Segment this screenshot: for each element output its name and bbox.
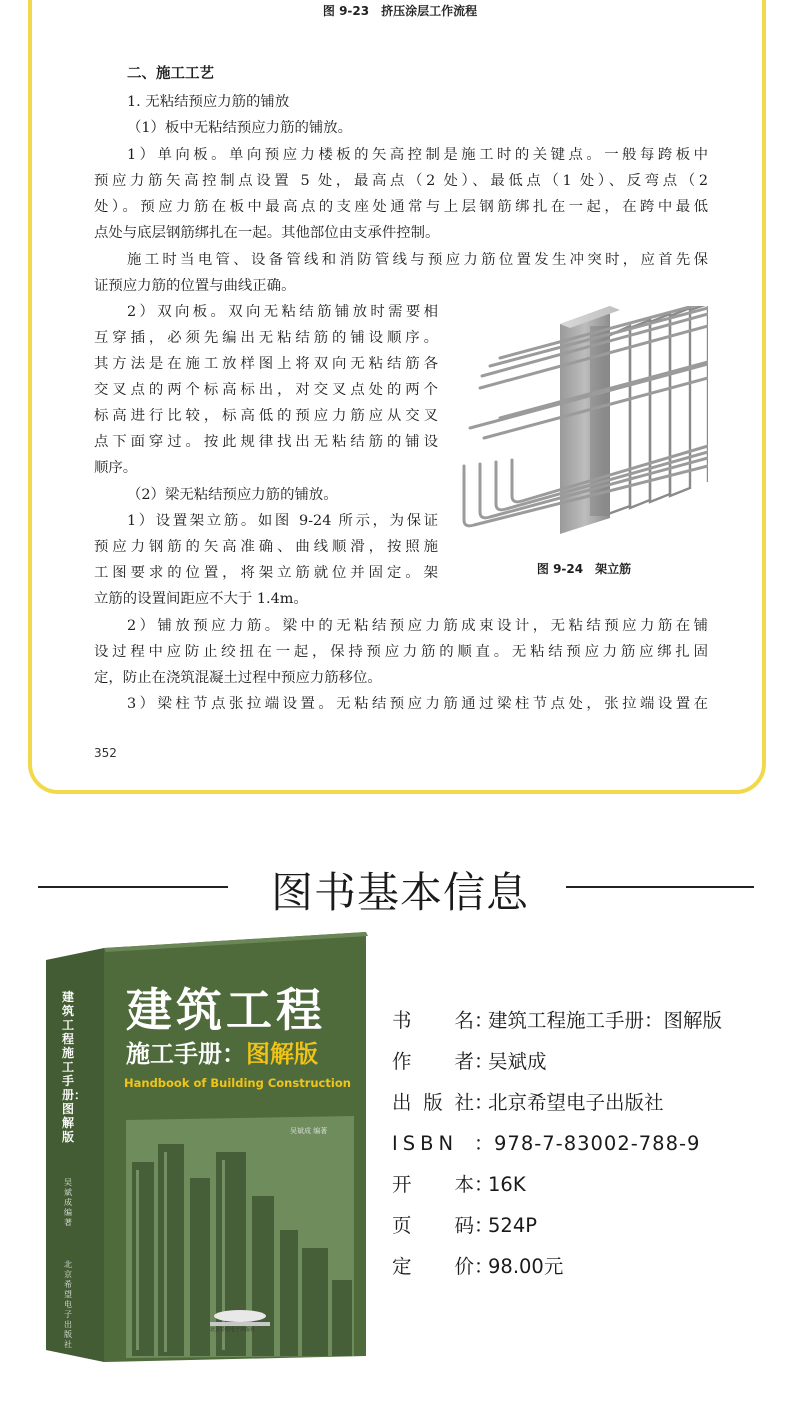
info-value: 98.00元 — [488, 1255, 564, 1278]
info-value: 978-7-83002-788-9 — [494, 1132, 701, 1155]
info-row-format: 开 本 ： 16K — [392, 1164, 792, 1205]
title-rule-right — [566, 886, 754, 888]
figure-9-24-caption: 图 9-24 架立筋 — [536, 562, 632, 576]
info-row-publisher: 出版社 ： 北京希望电子出版社 — [392, 1082, 792, 1123]
text-line: 1. 无粘结预应力筋的铺放 — [127, 94, 290, 110]
text-line: 设过程中应防止绞扭在一起，保持预应力筋的顺直。无粘结预应力筋应绑扎固 — [94, 644, 708, 660]
text-line: （2）梁无粘结预应力筋的铺放。 — [127, 487, 338, 503]
info-label: 定 价 — [392, 1255, 474, 1278]
book-info-list — [392, 1000, 792, 1287]
cover-title-line1: 建筑工程 — [126, 983, 326, 1037]
spine-publisher: 北京希望电子出版社 — [64, 1260, 72, 1349]
text-line: 证预应力筋的位置与曲线正确。 — [94, 278, 296, 294]
section-heading: 二、施工工艺 — [127, 66, 214, 82]
info-value: 北京希望电子出版社 — [488, 1091, 664, 1114]
spine-author: 吴斌成 编著 — [64, 1178, 72, 1227]
text-line: 预应力钢筋的矢高准确、曲线顺滑，按照施 — [94, 539, 438, 555]
text-line: 2）双向板。双向无粘结筋铺放时需要相 — [127, 304, 438, 320]
info-label: 书 名 — [392, 1009, 474, 1032]
text-line: 点下面穿过。按此规律找出无粘结筋的铺设 — [94, 434, 438, 450]
info-section-title: 图书基本信息 — [270, 868, 529, 917]
info-row-isbn: ISBN ： 978-7-83002-788-9 — [392, 1123, 792, 1164]
book-cover — [40, 930, 372, 1370]
text-line: 3）梁柱节点张拉端设置。无粘结预应力筋通过梁柱节点处，张拉端设置在 — [127, 696, 708, 712]
info-label: ISBN — [392, 1132, 459, 1155]
text-line: 预应力筋矢高控制点设置 5 处，最高点（2 处）、最低点（1 处）、反弯点（2 — [94, 173, 708, 189]
info-value: 建筑工程施工手册：图解版 — [488, 1009, 723, 1032]
text-line: 施工时当电管、设备管线和消防管线与预应力筋位置发生冲突时，应首先保 — [127, 252, 708, 268]
text-line: 2）铺放预应力筋。梁中的无粘结预应力筋成束设计，无粘结预应力筋在铺 — [127, 618, 708, 634]
page-number: 352 — [94, 746, 117, 760]
cover-title-line2-main: 施工手册： — [126, 1040, 246, 1068]
cover-english-title: Handbook of Building Construction — [124, 1076, 351, 1090]
text-line: 处）。预应力筋在板中最高点的支座处通常与上层钢筋绑扎在一起，在跨中最低 — [94, 199, 708, 215]
text-line: 1）设置架立筋。如图 9-24 所示，为保证 — [127, 513, 438, 529]
text-line: 工图要求的位置，将架立筋就位并固定。架 — [94, 565, 438, 581]
text-line: 定，防止在浇筑混凝土过程中预应力筋移位。 — [94, 670, 382, 686]
info-row-price: 定 价 ： 98.00元 — [392, 1246, 792, 1287]
cover-title-line2 — [126, 1034, 366, 1069]
text-line: 顺序。 — [94, 460, 138, 476]
text-line: 其方法是在施工放样图上将双向无粘结筋各 — [94, 356, 438, 372]
text-line: 互穿插，必须先编出无粘结筋的铺设顺序。 — [94, 330, 438, 346]
info-row-title: 书 名 ： 建筑工程施工手册：图解版 — [392, 1000, 792, 1041]
cover-author: 吴斌成 编著 — [290, 1127, 328, 1135]
info-label: 作 者 — [392, 1050, 474, 1073]
info-row-pages: 页 码 ： 524P — [392, 1205, 792, 1246]
info-value: 16K — [488, 1173, 526, 1196]
text-line: 立筋的设置间距应不大于 1.4m。 — [94, 591, 308, 607]
text-line: 交叉点的两个标高标出，对交叉点处的两个 — [94, 382, 438, 398]
text-line: 点处与底层钢筋绑扎在一起。其他部位由支承件控制。 — [94, 225, 440, 241]
cover-publisher: 北京希望电子出版社 — [210, 1327, 256, 1333]
figure-9-23-caption: 图 9-23 挤压涂层工作流程 — [322, 4, 478, 18]
spine-title: 建筑工程施工手册：图解版 — [62, 990, 87, 1144]
info-row-author: 作 者 ： 吴斌成 — [392, 1041, 792, 1082]
text-line: 标高进行比较，标高低的预应力筋应从交叉 — [94, 408, 438, 424]
info-label: 开 本 — [392, 1173, 474, 1196]
cover-title-line2-accent: 图解版 — [246, 1040, 318, 1068]
rebar-figure — [460, 306, 708, 538]
info-label: 出版社 — [392, 1091, 474, 1114]
info-value: 吴斌成 — [488, 1050, 547, 1073]
text-line: 1）单向板。单向预应力楼板的矢高控制是施工时的关键点。一般每跨板中 — [127, 147, 708, 163]
info-label: 页 码 — [392, 1214, 474, 1237]
info-value: 524P — [488, 1214, 537, 1237]
text-line: （1）板中无粘结预应力筋的铺放。 — [127, 120, 353, 136]
